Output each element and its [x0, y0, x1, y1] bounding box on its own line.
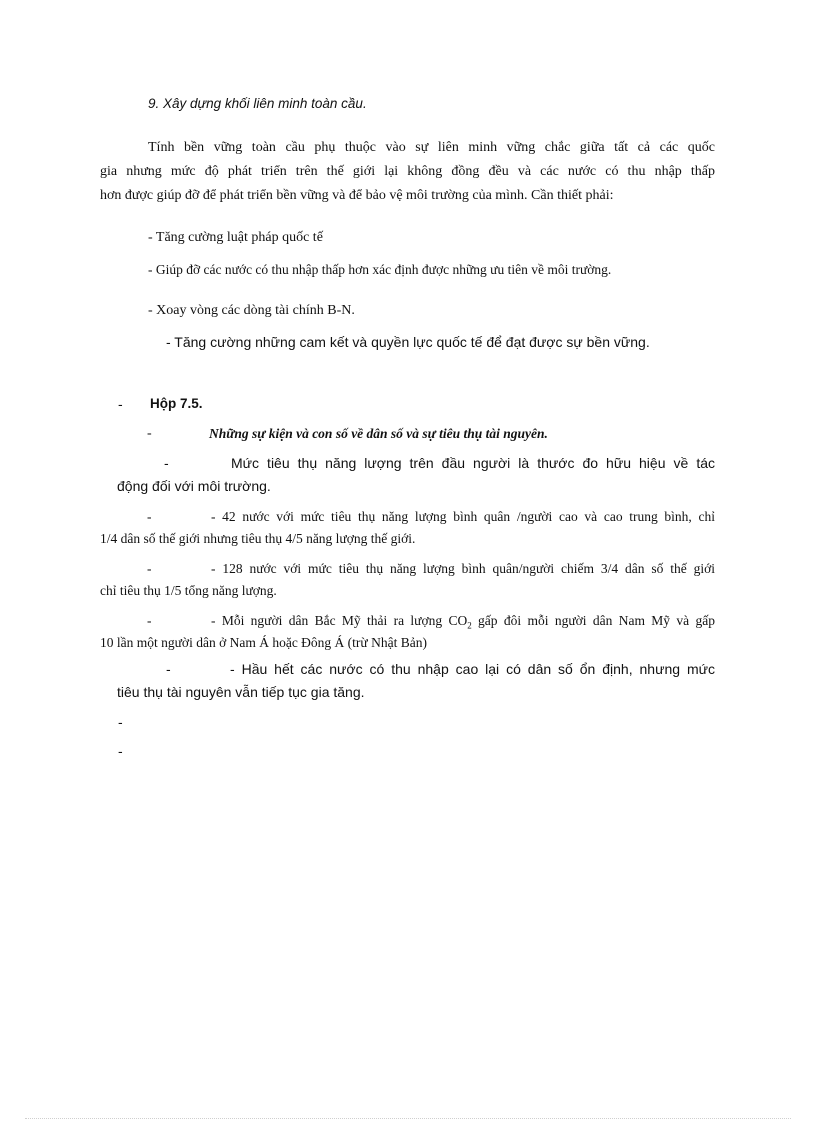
item-2-dash: - — [147, 509, 152, 524]
item-5-line-1: - Hầu hết các nước có thu nhập cao lại có dân số ổn định, nhưng mức — [230, 661, 715, 677]
intro-line-1: Tính bền vững toàn cầu phụ thuộc vào sự liên minh vững chắc giữa tất cả các quốc — [148, 140, 715, 155]
box-title: Hộp 7.5. — [150, 396, 203, 411]
trailing-dash-2: - — [118, 743, 123, 759]
item-4-text-pre: - Mỗi người dân Bắc Mỹ thải ra lượng CO — [211, 613, 468, 628]
bullet-item-3: - Xoay vòng các dòng tài chính B-N. — [148, 303, 355, 318]
item-4-line-2: 10 lần một người dân ở Nam Á hoặc Đông Á (trừ Nhật Bản) — [100, 635, 427, 650]
item-5-dash: - — [166, 661, 171, 677]
box-subtitle-dash: - — [147, 426, 152, 441]
box-subtitle: Những sự kiện và con số về dân số và sự tiêu thụ tài nguyên. — [209, 426, 548, 441]
item-1-line-1: Mức tiêu thụ năng lượng trên đầu người là thước đo hữu hiệu về tác — [231, 455, 715, 471]
item-2-line-1: - 42 nước với mức tiêu thụ năng lượng bình quân /người cao và cao trung bình, chỉ — [211, 509, 715, 524]
item-3-line-2: chỉ tiêu thụ 1/5 tổng năng lượng. — [100, 583, 277, 598]
bullet-item-1: - Tăng cường luật pháp quốc tế — [148, 230, 323, 245]
section-heading: 9. Xây dựng khối liên minh toàn cầu. — [148, 96, 367, 111]
item-4-dash: - — [147, 613, 152, 628]
item-1-line-2: động đối với môi trường. — [117, 478, 271, 494]
co2-subscript: 2 — [467, 620, 472, 631]
intro-line-2: gia nhưng mức độ phát triển trên thế giới lại không đồng đều và các nước có thu nhập thấp — [100, 164, 715, 179]
intro-line-3: hơn được giúp đỡ để phát triển bền vững và để bảo vệ môi trường của mình. Cần thiết phải: — [100, 188, 614, 203]
item-5-line-2: tiêu thụ tài nguyên vẫn tiếp tục gia tăng. — [117, 684, 365, 700]
item-2-line-2: 1/4 dân số thế giới nhưng tiêu thụ 4/5 năng lượng thế giới. — [100, 531, 416, 546]
item-3-dash: - — [147, 561, 152, 576]
bullet-item-2: - Giúp đỡ các nước có thu nhập thấp hơn xác định được những ưu tiên về môi trường. — [148, 262, 612, 277]
item-1-dash: - — [164, 455, 169, 471]
box-dash: - — [118, 396, 123, 412]
bullet-item-4: - Tăng cường những cam kết và quyền lực quốc tế để đạt được sự bền vững. — [166, 334, 650, 350]
item-4-text-post: gấp đôi mỗi người dân Nam Mỹ và gấp — [471, 613, 715, 628]
page-bottom-border — [25, 1118, 791, 1119]
item-3-line-1: - 128 nước với mức tiêu thụ năng lượng bình quân/người chiếm 3/4 dân số thế giới — [211, 561, 715, 576]
trailing-dash-1: - — [118, 714, 123, 730]
